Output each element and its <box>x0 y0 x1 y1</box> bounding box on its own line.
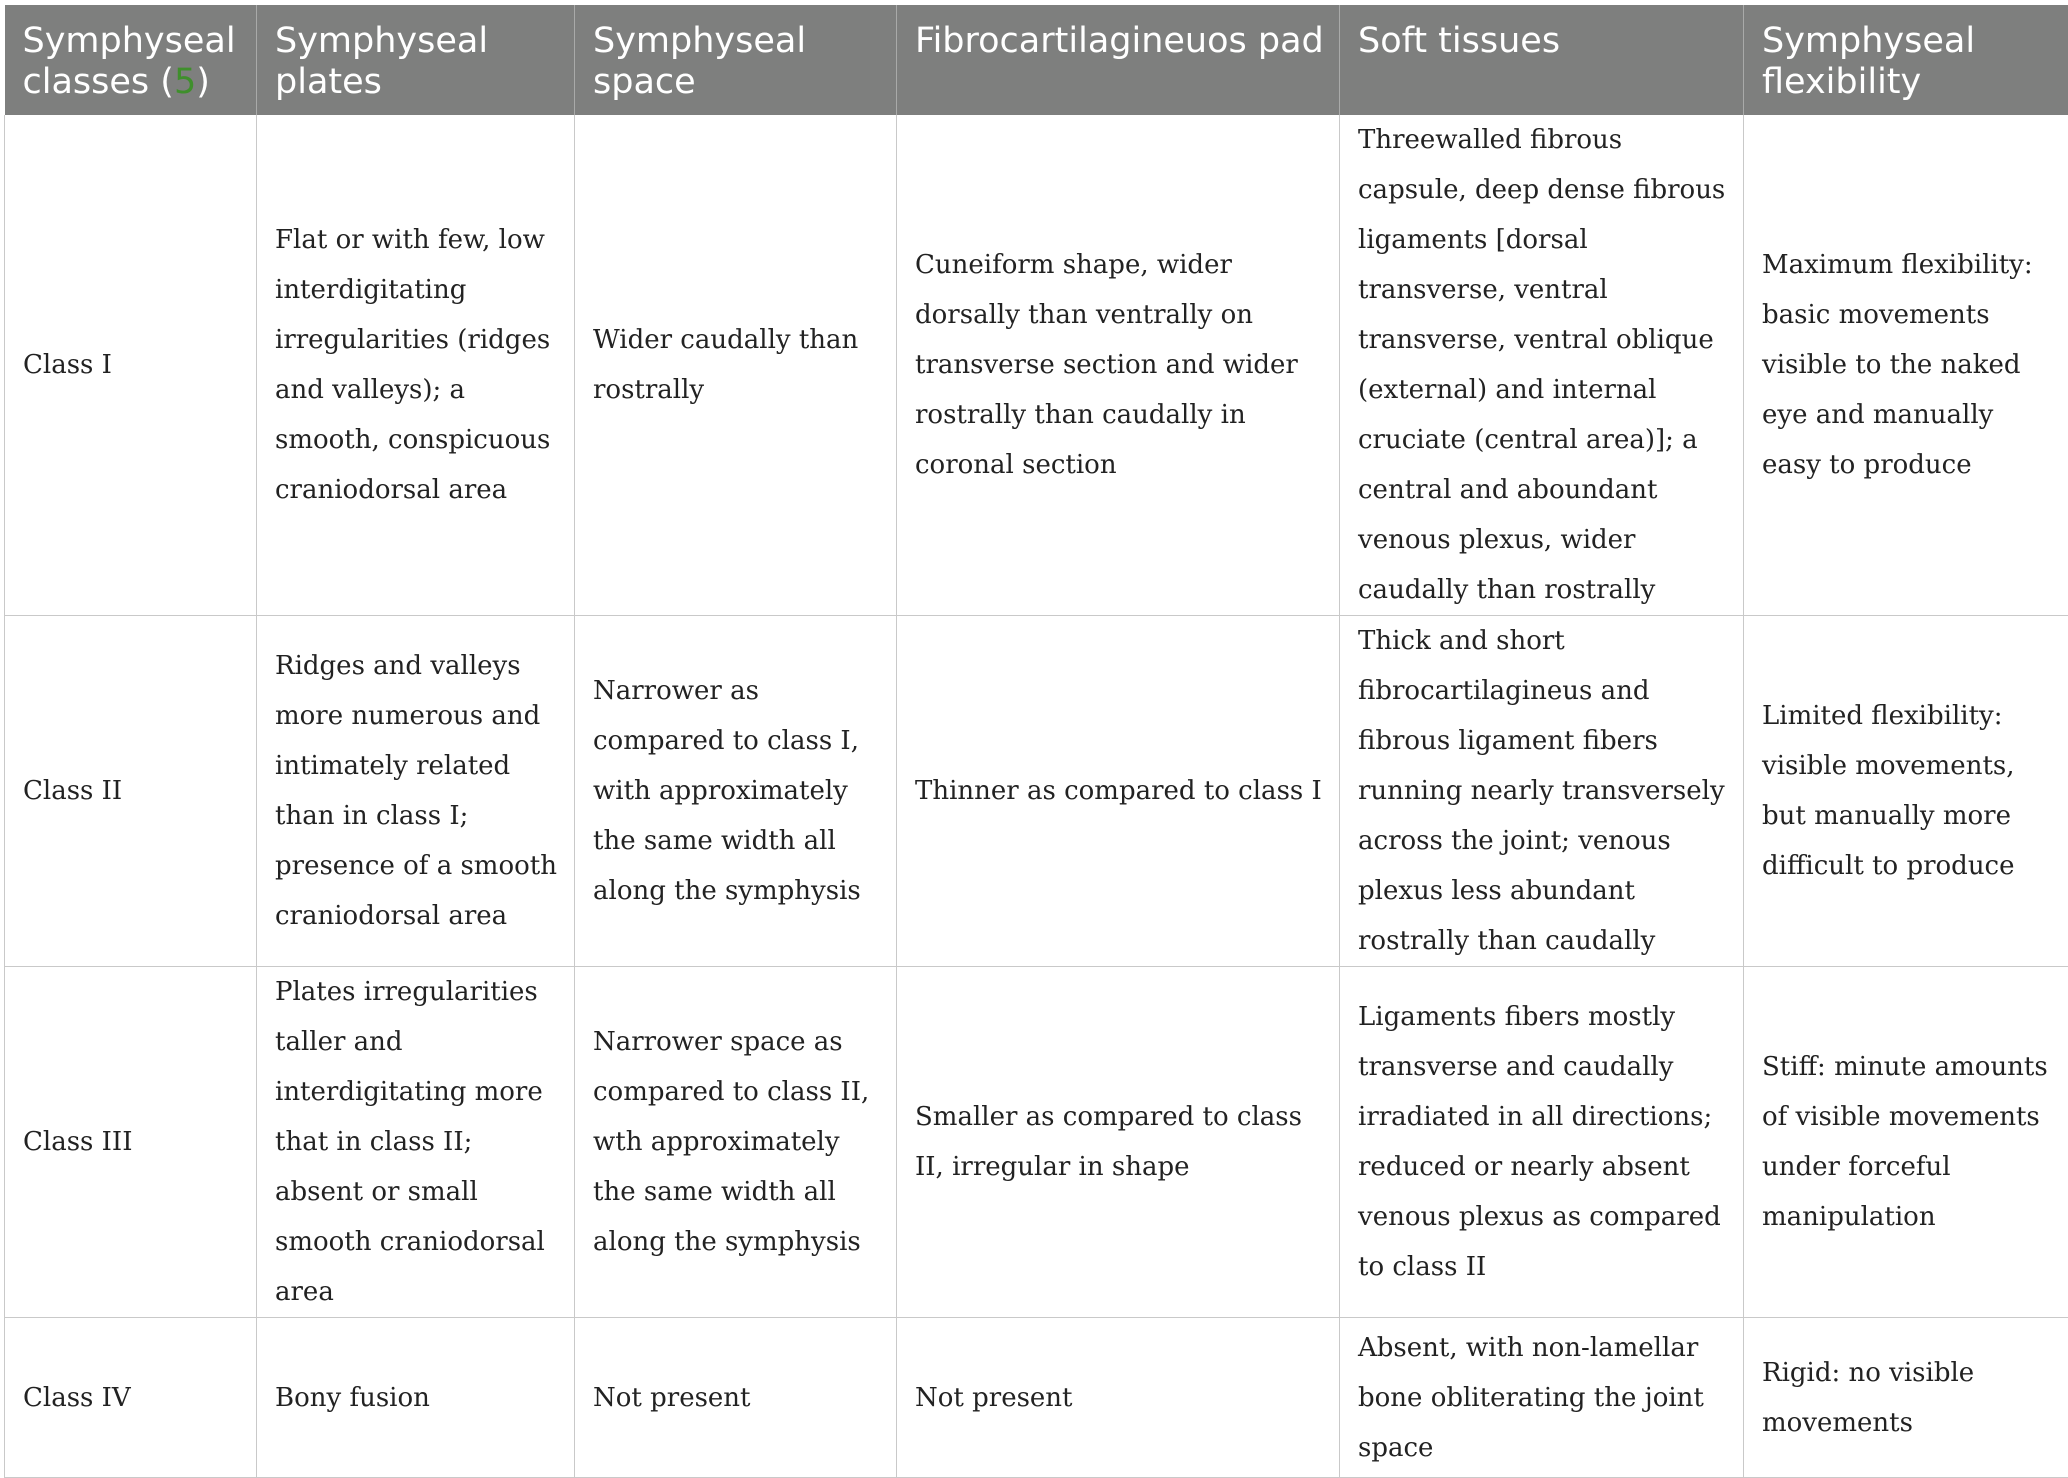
cell-soft-tissues: Absent, with non-lamellar bone obliterating the joint space <box>1340 1318 1744 1478</box>
header-soft-tissues: Soft tissues <box>1340 5 1744 115</box>
cell-flexibility: Limited flexibility: visible movements, but manually more difficult to produce <box>1744 616 2068 967</box>
reference-link[interactable]: 5 <box>174 62 196 102</box>
cell-pad: Not present <box>897 1318 1340 1478</box>
header-class-close: ) <box>196 62 210 102</box>
cell-pad: Thinner as compared to class I <box>897 616 1340 967</box>
table-body <box>5 115 2068 1478</box>
cell-space: Not present <box>575 1318 897 1478</box>
cell-plates: Bony fusion <box>257 1318 575 1478</box>
cell-plates: Plates irregularities taller and interdigitating more that in class II; absent or small smooth craniodorsal area <box>257 967 575 1318</box>
cell-space: Narrower as compared to class I, with approximately the same width all along the symphysis <box>575 616 897 967</box>
cell-soft-tissues: Threewalled fibrous capsule, deep dense fibrous ligaments [dorsal transverse, ventral transverse, ventral oblique (external) and internal cruciate (central area)]; a central and aboundant venous plexus, wider caudally than rostrally <box>1340 115 1744 616</box>
cell-pad: Cuneiform shape, wider dorsally than ventrally on transverse section and wider rostrally than caudally in coronal section <box>897 115 1340 616</box>
cell-space: Narrower space as compared to class II, wth approximately the same width all along the symphysis <box>575 967 897 1318</box>
header-symphyseal-classes <box>5 5 257 115</box>
header-fibrocartilagineuos-pad: Fibrocartilagineuos pad <box>897 5 1340 115</box>
cell-class: Class III <box>5 967 257 1318</box>
cell-soft-tissues: Thick and short fibrocartilagineus and fibrous ligament fibers running nearly transversely across the joint; venous plexus less abundant rostrally than caudally <box>1340 616 1744 967</box>
cell-class: Class I <box>5 115 257 616</box>
cell-plates: Ridges and valleys more numerous and intimately related than in class I; presence of a smooth craniodorsal area <box>257 616 575 967</box>
header-symphyseal-flexibility: Symphyseal flexibility <box>1744 5 2068 115</box>
table-row <box>5 115 2068 616</box>
table-row <box>5 1318 2068 1478</box>
cell-flexibility: Maximum flexibility: basic movements visible to the naked eye and manually easy to produce <box>1744 115 2068 616</box>
cell-space: Wider caudally than rostrally <box>575 115 897 616</box>
cell-class: Class IV <box>5 1318 257 1478</box>
cell-flexibility: Rigid: no visible movements <box>1744 1318 2068 1478</box>
cell-pad: Smaller as compared to class II, irregular in shape <box>897 967 1340 1318</box>
cell-plates: Flat or with few, low interdigitating irregularities (ridges and valleys); a smooth, conspicuous craniodorsal area <box>257 115 575 616</box>
header-row <box>5 5 2068 115</box>
cell-class: Class II <box>5 616 257 967</box>
header-symphyseal-plates: Symphyseal plates <box>257 5 575 115</box>
table-row <box>5 616 2068 967</box>
cell-flexibility: Stiff: minute amounts of visible movements under forceful manipulation <box>1744 967 2068 1318</box>
table-header <box>5 5 2068 115</box>
header-class-label: Symphyseal classes ( <box>23 21 236 102</box>
header-symphyseal-space: Symphyseal space <box>575 5 897 115</box>
table-row <box>5 967 2068 1318</box>
symphyseal-classes-table <box>4 5 2068 1478</box>
cell-soft-tissues: Ligaments fibers mostly transverse and caudally irradiated in all directions; reduced or nearly absent venous plexus as compared to class II <box>1340 967 1744 1318</box>
